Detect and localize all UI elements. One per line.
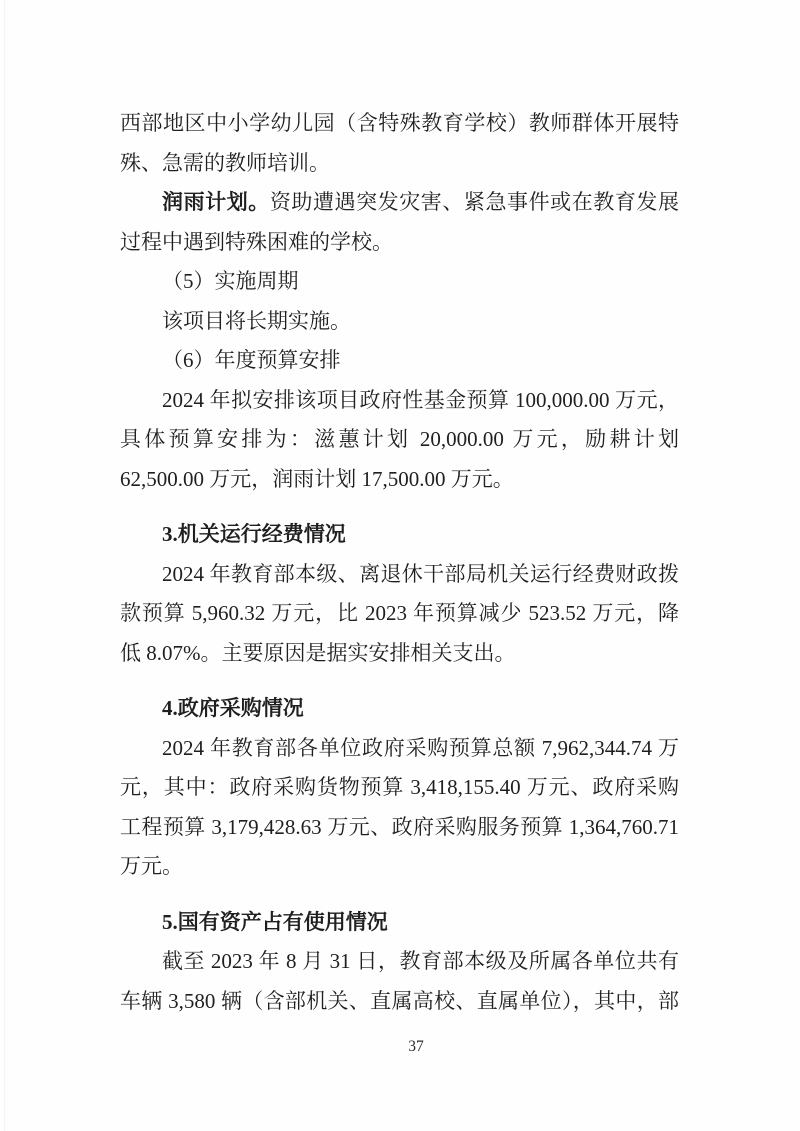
section-heading-3: 3.机关运行经费情况 (162, 522, 346, 546)
text-line: 过程中遇到特殊困难的学校。 (120, 229, 393, 254)
document-body (120, 104, 679, 1021)
text-line: 殊、急需的教师培训。 (120, 150, 330, 175)
bold-run: 润雨计划。 (162, 190, 270, 214)
text-line: 车辆 3,580 辆（含部机关、直属高校、直属单位），其中，部 (120, 988, 679, 1013)
section-heading-4: 4.政府采购情况 (162, 696, 304, 720)
text-line: 2024 年拟安排该项目政府性基金预算 100,000.00 万元， (162, 387, 679, 412)
text-line: （6）年度预算安排 (162, 348, 341, 372)
text-line: 62,500.00 万元，润雨计划 17,500.00 万元。 (120, 466, 514, 491)
text-line: 工程预算 3,179,428.63 万元、政府采购服务预算 1,364,760.71 (120, 814, 679, 839)
text-line: 万元。 (120, 854, 183, 878)
text-run: 资助遭遇突发灾害、紧急事件或在教育发展 (269, 190, 680, 214)
text-line: 具体预算安排为：滋蕙计划 20,000.00 万元，励耕计划 (120, 427, 679, 451)
text-line: （5）实施周期 (162, 269, 299, 293)
text-line: 截至 2023 年 8 月 31 日，教育部本级及所属各单位共有 (162, 949, 679, 973)
section-heading-5: 5.国有资产占有使用情况 (162, 909, 388, 934)
text-line: 款预算 5,960.32 万元，比 2023 年预算减少 523.52 万元，降 (120, 601, 679, 625)
text-line: 该项目将长期实施。 (162, 308, 351, 333)
text-line (120, 183, 679, 223)
text-line: 元，其中：政府采购货物预算 3,418,155.40 万元、政府采购 (120, 775, 679, 799)
page-number: 37 (408, 1038, 424, 1055)
text-line: 2024 年教育部各单位政府采购预算总额 7,962,344.74 万 (162, 735, 679, 760)
text-line: 低 8.07%。主要原因是据实安排相关支出。 (120, 640, 516, 665)
page-edge-line (4, 0, 5, 1131)
text-line: 2024 年教育部本级、离退休干部局机关运行经费财政拨 (162, 561, 679, 586)
text-line: 西部地区中小学幼儿园（含特殊教育学校）教师群体开展特 (120, 111, 679, 135)
